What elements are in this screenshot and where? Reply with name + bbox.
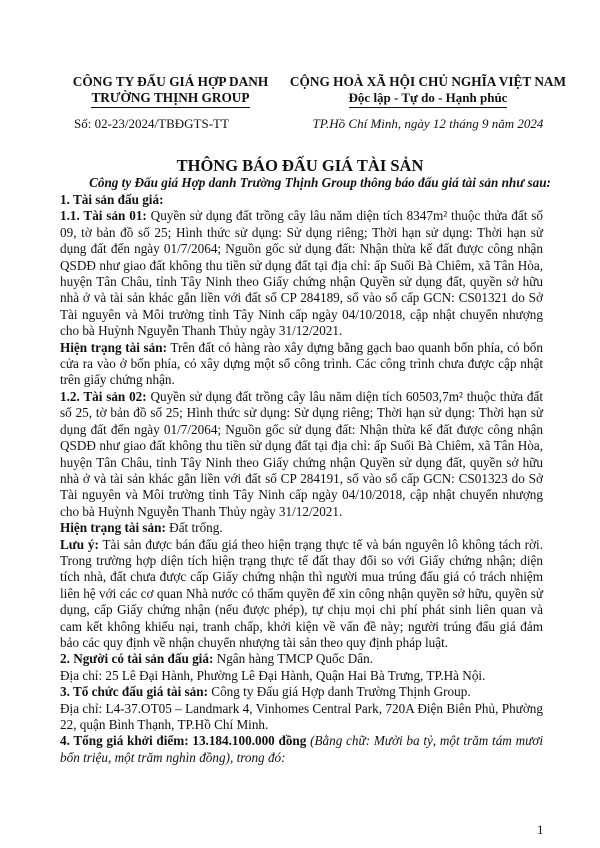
document-intro: Công ty Đấu giá Hợp danh Trường Thịnh Group thông báo đấu giá tài sản như sau: [89,175,551,190]
asset-01-status-text: Trên đất có hàng rào xây dựng bằng gạch bao quanh bốn phía, có bốn cửa ra vào ở bốn phía, có xây dựng một số công trình. Các công trình chưa được cập nhật trên giấy chứng nhận. [60,339,543,388]
section-4-text: (Bằng chữ: Mười ba tỷ, một trăm tám mươi bốn triệu, một trăm nghìn đồng), trong đó: [60,733,543,765]
section-2-text: Ngân hàng TMCP Quốc Dân. [213,651,374,667]
asset-01-paragraph [60,208,543,339]
org-header [68,74,273,108]
section-3-text: Công ty Đấu giá Hợp danh Trường Thịnh Group. [208,684,471,700]
org-name-line2: TRƯỜNG THỊNH GROUP [91,90,249,108]
document-number: Số: 02-23/2024/TBĐGTS-TT [74,116,229,131]
section-3-heading [60,684,543,700]
page-number: 1 [537,822,544,837]
section-1-heading: 1. Tài sản đấu giá: [60,192,164,207]
asset-01-status [60,340,543,389]
asset-02-status-text: Đất trống. [165,520,223,536]
section-4-heading [60,733,543,766]
national-motto: Độc lập - Tự do - Hạnh phúc [349,90,508,108]
national-header [268,74,588,108]
asset-01-label: 1.1. Tài sản 01: [60,208,147,224]
asset-02-status-label: Hiện trạng tài sản: [60,520,166,536]
section-2-heading [60,651,543,667]
section-2-label: 2. Người có tài sản đấu giá: [60,651,214,667]
asset-02-text: Quyền sử dụng đất trồng cây lâu năm diện tích 60503,7m² thuộc thửa đất số 25, tờ bản đồ số 25; Hình thức sử dụng: Sử dụng riêng; Thời hạn sử dụng: Thời hạn sử dụng đất đến ngày 01/7/2064; Nguồn gốc sử dụng đất: Nhận thừa kế đất được công nhận QSDĐ như giao đất không thu tiền sử dụng đất tại địa chỉ: ấp Suối Bà Chiêm, xã Tân Hòa, huyện Tân Châu, tỉnh Tây Ninh theo Giấy chứng nhận Quyền sử dụng đất, quyền sở hữu nhà ở và tài sản khác gắn liền với đất số CP 284191, số vào sổ cấp GCN: CS01323 do Sở Tài nguyên và Môi trường tỉnh Tây Ninh cấp ngày 04/10/2018, cập nhật chuyển nhượng cho bà Huỳnh Nguyễn Thanh Thủy ngày 31/12/2021. [60,388,543,519]
section-4-label: 4. Tổng giá khởi điểm: 13.184.100.000 đồng [60,733,307,749]
note-paragraph [60,537,543,652]
section-2-address: Địa chỉ: 25 Lê Đại Hành, Phường Lê Đại Hành, Quận Hai Bà Trưng, TP.Hà Nội. [60,667,486,683]
section-3-address: Địa chỉ: L4-37.OT05 – Landmark 4, Vinhomes Central Park, 720A Điện Biên Phủ, Phường 22, quận Bình Thạnh, TP.Hồ Chí Minh. [60,700,543,732]
document-date: TP.Hồ Chí Minh, ngày 12 tháng 9 năm 2024 [312,116,544,131]
national-title: CỘNG HOÀ XÃ HỘI CHỦ NGHĨA VIỆT NAM [289,74,567,89]
asset-02-status [60,520,543,536]
asset-01-text: Quyền sử dụng đất trồng cây lâu năm diện tích 8347m² thuộc thửa đất số 09, tờ bản đồ số 25; Hình thức sử dụng: Sử dụng riêng; Thời hạn sử dụng: Thời hạn sử dụng đất đến ngày 01/7/2064; Nguồn gốc sử dụng đất: Nhận thừa kế đất được công nhận QSDĐ như giao đất không thu tiền sử dụng đất tại địa chỉ: ấp Suối Bà Chiêm, xã Tân Hòa, huyện Tân Châu, tỉnh Tây Ninh theo Giấy chứng nhận Quyền sử dụng đất, quyền sở hữu nhà ở và tài sản khác gắn liền với đất số CP 284189, số vào sổ cấp GCN: CS01321 do Sở Tài nguyên và Môi trường tỉnh Tây Ninh cấp ngày 04/10/2018, cập nhật chuyển nhượng cho bà Huỳnh Nguyễn Thanh Thủy ngày 31/12/2021. [60,208,543,339]
asset-02-paragraph [60,389,543,520]
asset-01-status-label: Hiện trạng tài sản: [60,339,167,355]
note-text: Tài sản được bán đấu giá theo hiện trạng thực tế và bán nguyên lô không tách rời. Trong trường hợp diện tích hiện trạng thực tế đất thay đổi so với Giấy chứng nhận; diện tích nhà, đất chưa được cấp Giấy chứng nhận thì người mua trúng đấu giá có trách nhiệm liên hệ với các cơ quan Nhà nước có thẩm quyền để xin công nhận quyền sở hữu, quyền sử dụng, cấp Giấy chứng nhận (nếu được phép), tự chịu mọi chi phí phát sinh liên quan và cam kết không khiếu nại, tranh chấp, khởi kiện về vấn đề này; người trúng đấu giá đảm bảo các quy định về nhận chuyển nhượng tài sản theo quy định pháp luật. [60,536,544,650]
document-title: THÔNG BÁO ĐẤU GIÁ TÀI SẢN [176,156,424,175]
org-name-line1: CÔNG TY ĐẤU GIÁ HỢP DANH [72,74,269,89]
note-label: Lưu ý: [60,536,99,552]
asset-02-label: 1.2. Tài sản 02: [60,388,147,404]
section-3-label: 3. Tổ chức đấu giá tài sản: [60,684,208,700]
document-body [60,192,543,766]
